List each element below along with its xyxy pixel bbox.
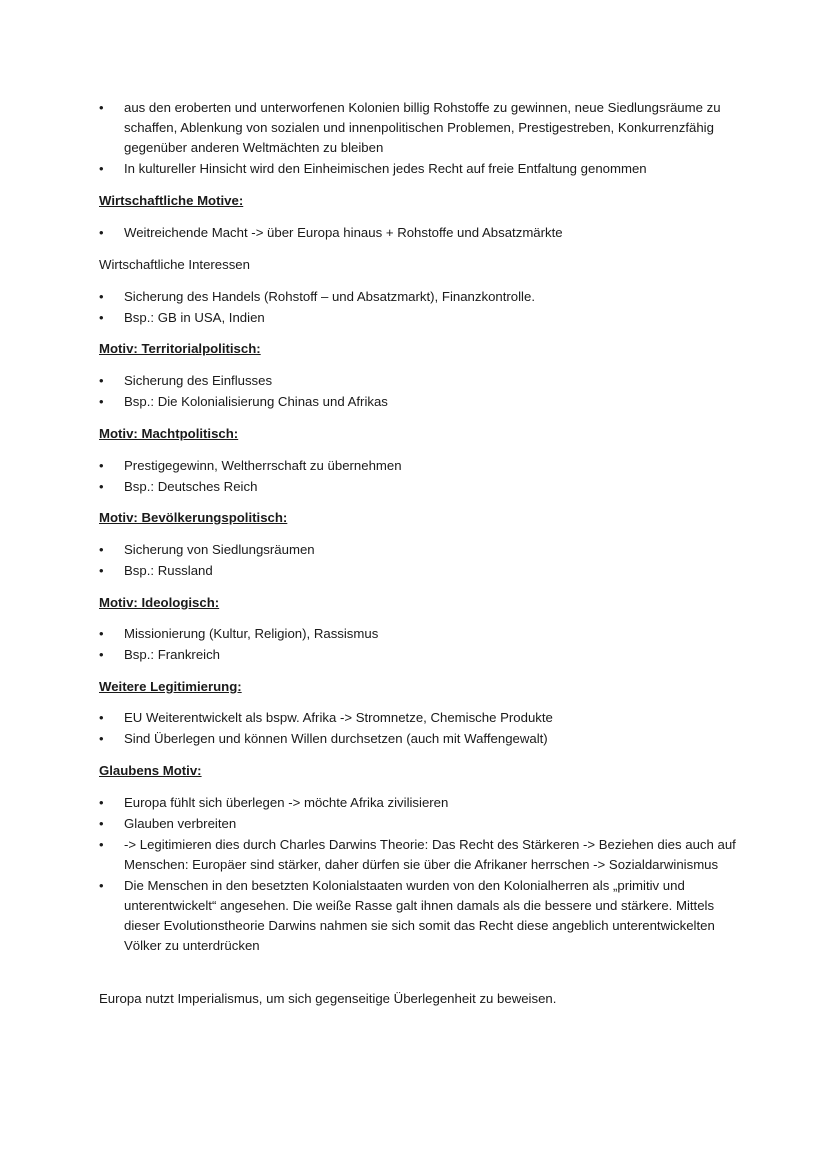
bullet-icon: • xyxy=(99,563,104,578)
bullet-icon: • xyxy=(99,225,104,240)
list-item: • Weitreichende Macht -> über Europa hinaus + Rohstoffe und Absatzmärkte xyxy=(99,223,739,243)
list-item: • Sicherung von Siedlungsräumen xyxy=(99,540,739,560)
heading-wirtschaftliche-motive: Wirtschaftliche Motive: xyxy=(99,193,244,208)
territorialpolitisch-list xyxy=(99,371,739,413)
intro-list xyxy=(99,98,739,180)
list-item: • In kultureller Hinsicht wird den Einheimischen jedes Recht auf freie Entfaltung genommen xyxy=(99,159,739,179)
label-wirtschaftliche-interessen: Wirtschaftliche Interessen xyxy=(99,257,250,272)
list-item: • Bsp.: Russland xyxy=(99,561,739,581)
bullet-icon: • xyxy=(99,289,104,304)
list-item: • Bsp.: GB in USA, Indien xyxy=(99,308,739,328)
heading-machtpolitisch: Motiv: Machtpolitisch: xyxy=(99,426,239,441)
bullet-icon: • xyxy=(99,731,104,746)
bullet-icon: • xyxy=(99,310,104,325)
bullet-icon: • xyxy=(99,795,104,810)
list-item: • aus den eroberten und unterworfenen Kolonien billig Rohstoffe zu gewinnen, neue Siedlungsräume zu schaffen, Ablenkung von sozialen und innenpolitischen Problemen, Prestigestreben, Konkurrenzfähig gegenüber anderen Weltmächten zu bleiben xyxy=(99,100,721,155)
bevoelkerungspolitisch-list xyxy=(99,540,739,582)
list-item: • Bsp.: Frankreich xyxy=(99,645,739,665)
machtpolitisch-list xyxy=(99,456,739,498)
bullet-icon: • xyxy=(99,458,104,473)
legitimierung-list xyxy=(99,708,739,750)
bullet-icon: • xyxy=(99,479,104,494)
bullet-icon: • xyxy=(99,161,104,176)
bullet-icon: • xyxy=(99,626,104,641)
list-item: • Europa fühlt sich überlegen -> möchte Afrika zivilisieren xyxy=(99,793,739,813)
bullet-icon: • xyxy=(99,710,104,725)
heading-territorialpolitisch: Motiv: Territorialpolitisch: xyxy=(99,341,261,356)
conclusion-text: Europa nutzt Imperialismus, um sich gegenseitige Überlegenheit zu beweisen. xyxy=(99,991,557,1006)
list-item: • Glauben verbreiten xyxy=(99,814,739,834)
ideologisch-list xyxy=(99,624,739,666)
bullet-icon: • xyxy=(99,647,104,662)
glaubens-motiv-list xyxy=(99,793,739,957)
wirtschaftliche-interessen-list xyxy=(99,287,739,329)
wirtschaftliche-motive-list xyxy=(99,223,739,244)
list-item: • Sicherung des Einflusses xyxy=(99,371,739,391)
list-item: • Missionierung (Kultur, Religion), Rassismus xyxy=(99,624,739,644)
list-item: • -> Legitimieren dies durch Charles Darwins Theorie: Das Recht des Stärkeren -> Beziehen dies auch auf Menschen: Europäer sind stärker, daher dürfen sie über die Afrikaner herrschen -> Sozialdarwinismus xyxy=(99,837,736,872)
list-item: • Sind Überlegen und können Willen durchsetzen (auch mit Waffengewalt) xyxy=(99,729,739,749)
heading-weitere-legitimierung: Weitere Legitimierung: xyxy=(99,679,242,694)
bullet-icon: • xyxy=(99,100,104,115)
heading-glaubens-motiv: Glaubens Motiv: xyxy=(99,763,202,778)
list-item: • Bsp.: Deutsches Reich xyxy=(99,477,739,497)
bullet-icon: • xyxy=(99,394,104,409)
list-item: • Prestigegewinn, Weltherrschaft zu übernehmen xyxy=(99,456,739,476)
list-item: • Die Menschen in den besetzten Kolonialstaaten wurden von den Kolonialherren als „primitiv und unterentwickelt“ angesehen. Die weiße Rasse galt ihnen damals als die bessere und stärkere. Mittels dieser Evolutionstheorie Darwins nahmen sie sich somit das Recht diese angeblich unterentwickelten Völker zu unterdrücken xyxy=(99,878,715,953)
bullet-icon: • xyxy=(99,373,104,388)
bullet-icon: • xyxy=(99,816,104,831)
heading-ideologisch: Motiv: Ideologisch: xyxy=(99,595,220,610)
heading-bevoelkerungspolitisch: Motiv: Bevölkerungspolitisch: xyxy=(99,510,288,525)
bullet-icon: • xyxy=(99,878,104,893)
bullet-icon: • xyxy=(99,542,104,557)
list-item: • EU Weiterentwickelt als bspw. Afrika -> Stromnetze, Chemische Produkte xyxy=(99,708,739,728)
list-item: • Sicherung des Handels (Rohstoff – und Absatzmarkt), Finanzkontrolle. xyxy=(99,287,739,307)
list-item: • Bsp.: Die Kolonialisierung Chinas und Afrikas xyxy=(99,392,739,412)
bullet-icon: • xyxy=(99,837,104,852)
